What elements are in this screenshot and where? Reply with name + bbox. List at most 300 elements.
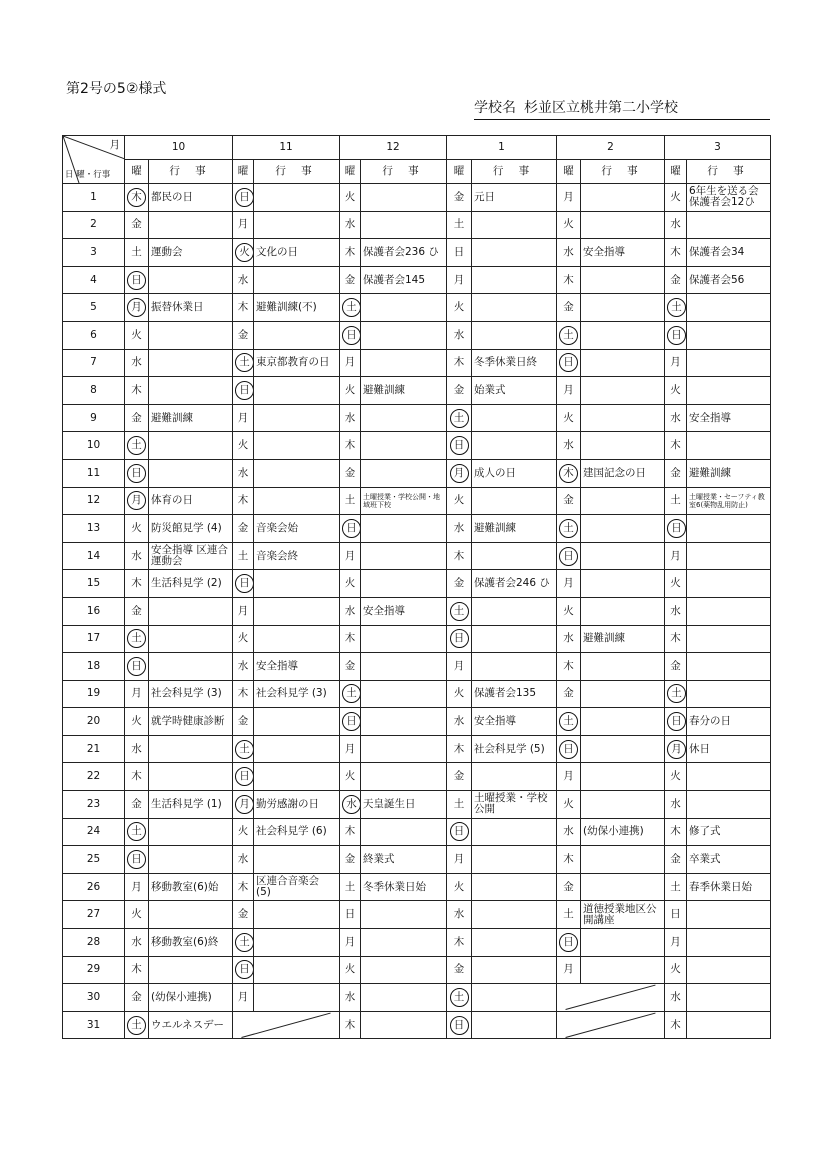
weekday-cell: 金 bbox=[233, 901, 254, 929]
holiday-circle-mark: 木 bbox=[127, 188, 146, 207]
day-number: 28 bbox=[63, 929, 125, 957]
weekday-cell: 火 bbox=[447, 680, 472, 708]
event-cell bbox=[581, 570, 665, 598]
event-cell bbox=[472, 597, 557, 625]
event-header: 行 事 bbox=[149, 160, 233, 184]
event-cell bbox=[254, 984, 340, 1012]
event-cell: 避難訓練 bbox=[149, 404, 233, 432]
day-number: 9 bbox=[63, 404, 125, 432]
event-cell: 休日 bbox=[687, 735, 771, 763]
weekday-cell bbox=[557, 459, 581, 487]
holiday-circle-mark: 日 bbox=[127, 271, 146, 290]
event-cell: 土曜授業・学校公開・地域班下校 bbox=[361, 487, 447, 515]
weekday-cell: 水 bbox=[340, 597, 361, 625]
weekday-cell bbox=[665, 735, 687, 763]
day-number: 26 bbox=[63, 873, 125, 901]
weekday-header: 曜 bbox=[233, 160, 254, 184]
weekday-cell: 水 bbox=[125, 929, 149, 957]
event-cell bbox=[581, 515, 665, 543]
table-row bbox=[63, 708, 771, 736]
event-cell: 移動教室(6)終 bbox=[149, 929, 233, 957]
holiday-circle-mark: 日 bbox=[450, 1016, 469, 1035]
weekday-cell bbox=[447, 432, 472, 460]
weekday-cell: 木 bbox=[340, 239, 361, 267]
weekday-cell: 金 bbox=[665, 266, 687, 294]
corner-day-label: 日 曜・行事 bbox=[65, 170, 111, 180]
weekday-cell: 日 bbox=[665, 901, 687, 929]
event-cell bbox=[687, 929, 771, 957]
event-cell bbox=[472, 294, 557, 322]
month-header-11: 11 bbox=[233, 136, 340, 160]
weekday-cell: 水 bbox=[340, 984, 361, 1012]
table-row bbox=[63, 735, 771, 763]
weekday-cell bbox=[557, 929, 581, 957]
event-cell bbox=[472, 763, 557, 791]
event-cell bbox=[361, 680, 447, 708]
weekday-cell: 火 bbox=[557, 211, 581, 239]
day-number: 8 bbox=[63, 377, 125, 405]
weekday-cell: 水 bbox=[557, 239, 581, 267]
table-row bbox=[63, 294, 771, 322]
event-cell bbox=[581, 846, 665, 874]
event-cell bbox=[687, 294, 771, 322]
table-row bbox=[63, 846, 771, 874]
event-cell: 避難訓練(不) bbox=[254, 294, 340, 322]
weekday-cell: 月 bbox=[665, 349, 687, 377]
event-cell bbox=[361, 625, 447, 653]
event-cell bbox=[687, 432, 771, 460]
weekday-cell bbox=[233, 239, 254, 267]
table-row bbox=[63, 791, 771, 819]
event-cell: 安全指導 bbox=[581, 239, 665, 267]
event-cell bbox=[361, 542, 447, 570]
event-cell: 体育の日 bbox=[149, 487, 233, 515]
day-number: 13 bbox=[63, 515, 125, 543]
weekday-cell: 金 bbox=[233, 321, 254, 349]
event-cell bbox=[149, 735, 233, 763]
table-row bbox=[63, 432, 771, 460]
corner-month-label: 月 bbox=[109, 139, 120, 151]
school-name: 杉並区立桃井第二小学校 bbox=[524, 100, 678, 116]
weekday-cell: 木 bbox=[233, 294, 254, 322]
weekday-header: 曜 bbox=[125, 160, 149, 184]
event-cell: 防災館見学 (4) bbox=[149, 515, 233, 543]
event-cell bbox=[581, 708, 665, 736]
event-cell bbox=[472, 266, 557, 294]
event-cell bbox=[361, 1011, 447, 1039]
event-cell bbox=[361, 929, 447, 957]
weekday-cell: 火 bbox=[447, 873, 472, 901]
event-cell bbox=[254, 956, 340, 984]
event-cell bbox=[581, 873, 665, 901]
holiday-circle-mark: 日 bbox=[559, 547, 578, 566]
holiday-circle-mark: 土 bbox=[342, 298, 361, 317]
event-calendar-table bbox=[62, 135, 771, 1039]
weekday-cell: 木 bbox=[340, 432, 361, 460]
event-cell bbox=[581, 266, 665, 294]
weekday-cell: 木 bbox=[665, 818, 687, 846]
event-cell bbox=[361, 763, 447, 791]
weekday-cell: 火 bbox=[340, 763, 361, 791]
event-cell bbox=[581, 653, 665, 681]
day-number: 29 bbox=[63, 956, 125, 984]
holiday-circle-mark: 日 bbox=[450, 629, 469, 648]
weekday-cell bbox=[125, 184, 149, 212]
weekday-cell bbox=[665, 680, 687, 708]
table-row bbox=[63, 901, 771, 929]
holiday-circle-mark: 日 bbox=[342, 712, 361, 731]
weekday-cell bbox=[340, 515, 361, 543]
event-cell: 安全指導 bbox=[687, 404, 771, 432]
weekday-cell: 火 bbox=[557, 597, 581, 625]
event-header: 行 事 bbox=[687, 160, 771, 184]
nonexistent-date-cell bbox=[233, 1011, 340, 1039]
weekday-cell bbox=[557, 321, 581, 349]
event-cell: 移動教室(6)始 bbox=[149, 873, 233, 901]
event-cell bbox=[472, 239, 557, 267]
event-cell bbox=[149, 625, 233, 653]
weekday-cell: 水 bbox=[125, 349, 149, 377]
holiday-circle-mark: 日 bbox=[559, 353, 578, 372]
weekday-cell: 月 bbox=[557, 184, 581, 212]
weekday-cell: 水 bbox=[557, 432, 581, 460]
event-cell: 安全指導 bbox=[254, 653, 340, 681]
weekday-cell: 木 bbox=[557, 653, 581, 681]
event-cell: 成人の日 bbox=[472, 459, 557, 487]
weekday-cell: 月 bbox=[447, 266, 472, 294]
weekday-cell: 火 bbox=[340, 377, 361, 405]
weekday-cell: 火 bbox=[665, 956, 687, 984]
weekday-cell: 水 bbox=[125, 735, 149, 763]
table-row bbox=[63, 680, 771, 708]
weekday-cell: 火 bbox=[557, 791, 581, 819]
day-number: 21 bbox=[63, 735, 125, 763]
event-cell bbox=[472, 1011, 557, 1039]
event-cell: 安全指導 区連合運動会 bbox=[149, 542, 233, 570]
event-cell bbox=[149, 763, 233, 791]
weekday-cell bbox=[233, 763, 254, 791]
event-cell bbox=[149, 846, 233, 874]
weekday-cell: 水 bbox=[557, 625, 581, 653]
weekday-cell: 金 bbox=[340, 846, 361, 874]
holiday-circle-mark: 日 bbox=[559, 740, 578, 759]
event-cell bbox=[361, 211, 447, 239]
holiday-circle-mark: 土 bbox=[559, 712, 578, 731]
weekday-cell bbox=[233, 570, 254, 598]
day-number: 1 bbox=[63, 184, 125, 212]
weekday-cell: 金 bbox=[233, 708, 254, 736]
weekday-cell: 火 bbox=[233, 432, 254, 460]
weekday-cell: 金 bbox=[447, 570, 472, 598]
table-row bbox=[63, 487, 771, 515]
weekday-cell: 水 bbox=[447, 901, 472, 929]
event-cell: 修了式 bbox=[687, 818, 771, 846]
event-cell bbox=[472, 404, 557, 432]
weekday-header: 曜 bbox=[557, 160, 581, 184]
weekday-cell: 金 bbox=[447, 377, 472, 405]
weekday-cell bbox=[233, 956, 254, 984]
event-cell bbox=[687, 1011, 771, 1039]
weekday-cell: 金 bbox=[125, 211, 149, 239]
event-cell bbox=[149, 321, 233, 349]
event-cell bbox=[581, 735, 665, 763]
event-cell bbox=[361, 818, 447, 846]
weekday-cell bbox=[665, 515, 687, 543]
event-cell bbox=[687, 653, 771, 681]
weekday-cell: 木 bbox=[233, 487, 254, 515]
day-number: 4 bbox=[63, 266, 125, 294]
event-cell bbox=[472, 901, 557, 929]
weekday-cell: 火 bbox=[340, 956, 361, 984]
table-row bbox=[63, 515, 771, 543]
event-cell: 生活科見学 (1) bbox=[149, 791, 233, 819]
event-cell bbox=[472, 818, 557, 846]
weekday-cell bbox=[665, 321, 687, 349]
event-cell bbox=[361, 901, 447, 929]
holiday-circle-mark: 土 bbox=[127, 436, 146, 455]
month-header-3: 3 bbox=[665, 136, 771, 160]
event-cell: 土曜授業・セーフティ教室6(薬物乱用防止) bbox=[687, 487, 771, 515]
event-cell bbox=[149, 266, 233, 294]
holiday-circle-mark: 月 bbox=[235, 795, 254, 814]
weekday-cell: 火 bbox=[125, 708, 149, 736]
weekday-cell: 水 bbox=[447, 515, 472, 543]
event-cell bbox=[254, 459, 340, 487]
weekday-cell bbox=[233, 735, 254, 763]
weekday-cell: 火 bbox=[665, 184, 687, 212]
weekday-cell bbox=[557, 735, 581, 763]
holiday-circle-mark: 日 bbox=[127, 657, 146, 676]
table-row bbox=[63, 459, 771, 487]
weekday-cell bbox=[125, 432, 149, 460]
weekday-cell: 月 bbox=[233, 984, 254, 1012]
event-cell bbox=[254, 487, 340, 515]
weekday-cell: 月 bbox=[340, 929, 361, 957]
weekday-cell: 金 bbox=[665, 846, 687, 874]
weekday-cell: 木 bbox=[340, 818, 361, 846]
event-cell: 音楽会始 bbox=[254, 515, 340, 543]
event-cell bbox=[687, 377, 771, 405]
event-header: 行 事 bbox=[581, 160, 665, 184]
weekday-cell: 月 bbox=[557, 570, 581, 598]
weekday-cell: 木 bbox=[665, 239, 687, 267]
table-row bbox=[63, 321, 771, 349]
event-cell bbox=[361, 459, 447, 487]
weekday-cell: 水 bbox=[447, 708, 472, 736]
holiday-circle-mark: 火 bbox=[235, 243, 254, 262]
event-cell bbox=[361, 956, 447, 984]
event-cell: 避難訓練 bbox=[472, 515, 557, 543]
event-cell: 社会科見学 (3) bbox=[149, 680, 233, 708]
event-cell bbox=[149, 459, 233, 487]
holiday-circle-mark: 月 bbox=[667, 740, 686, 759]
table-row bbox=[63, 239, 771, 267]
day-number: 30 bbox=[63, 984, 125, 1012]
weekday-cell: 土 bbox=[447, 791, 472, 819]
event-cell bbox=[149, 818, 233, 846]
weekday-cell: 月 bbox=[557, 956, 581, 984]
weekday-cell: 日 bbox=[340, 901, 361, 929]
event-cell bbox=[149, 432, 233, 460]
weekday-cell bbox=[340, 708, 361, 736]
event-cell: 保護者会34 bbox=[687, 239, 771, 267]
month-header-12: 12 bbox=[340, 136, 447, 160]
weekday-cell bbox=[557, 542, 581, 570]
weekday-cell: 火 bbox=[665, 570, 687, 598]
weekday-cell: 月 bbox=[340, 542, 361, 570]
holiday-circle-mark: 日 bbox=[235, 960, 254, 979]
day-number: 3 bbox=[63, 239, 125, 267]
weekday-cell: 火 bbox=[447, 294, 472, 322]
holiday-circle-mark: 日 bbox=[127, 464, 146, 483]
table-row bbox=[63, 570, 771, 598]
subheader-row bbox=[63, 160, 771, 184]
event-cell bbox=[254, 735, 340, 763]
weekday-cell: 火 bbox=[125, 321, 149, 349]
weekday-cell bbox=[233, 377, 254, 405]
weekday-cell: 土 bbox=[557, 901, 581, 929]
weekday-cell: 月 bbox=[447, 846, 472, 874]
weekday-cell: 水 bbox=[665, 404, 687, 432]
table-row bbox=[63, 404, 771, 432]
holiday-circle-mark: 日 bbox=[342, 519, 361, 538]
event-cell: 保護者会145 bbox=[361, 266, 447, 294]
event-cell: 保護者会135 bbox=[472, 680, 557, 708]
event-cell bbox=[581, 404, 665, 432]
event-cell bbox=[361, 653, 447, 681]
event-cell: 社会科見学 (5) bbox=[472, 735, 557, 763]
event-cell bbox=[687, 349, 771, 377]
event-cell bbox=[687, 515, 771, 543]
weekday-cell bbox=[340, 321, 361, 349]
event-cell bbox=[687, 956, 771, 984]
weekday-cell bbox=[125, 487, 149, 515]
holiday-circle-mark: 土 bbox=[559, 519, 578, 538]
holiday-circle-mark: 月 bbox=[127, 298, 146, 317]
weekday-cell: 月 bbox=[233, 211, 254, 239]
day-number: 17 bbox=[63, 625, 125, 653]
month-header-10: 10 bbox=[125, 136, 233, 160]
event-header: 行 事 bbox=[472, 160, 557, 184]
table-row bbox=[63, 266, 771, 294]
event-cell bbox=[472, 487, 557, 515]
event-cell bbox=[149, 377, 233, 405]
event-cell bbox=[581, 321, 665, 349]
weekday-cell: 火 bbox=[665, 763, 687, 791]
weekday-cell: 月 bbox=[233, 597, 254, 625]
event-cell: 勤労感謝の日 bbox=[254, 791, 340, 819]
event-cell: 終業式 bbox=[361, 846, 447, 874]
event-cell bbox=[687, 680, 771, 708]
weekday-cell: 金 bbox=[125, 404, 149, 432]
event-cell: 冬季休業日始 bbox=[361, 873, 447, 901]
day-number: 25 bbox=[63, 846, 125, 874]
event-cell: 社会科見学 (6) bbox=[254, 818, 340, 846]
event-cell bbox=[361, 294, 447, 322]
weekday-cell bbox=[125, 653, 149, 681]
weekday-cell bbox=[125, 1011, 149, 1039]
school-name-line bbox=[474, 97, 770, 120]
event-header: 行 事 bbox=[254, 160, 340, 184]
event-cell bbox=[254, 321, 340, 349]
weekday-cell: 土 bbox=[340, 873, 361, 901]
weekday-cell: 月 bbox=[340, 735, 361, 763]
weekday-cell: 木 bbox=[557, 846, 581, 874]
event-cell bbox=[581, 597, 665, 625]
weekday-cell: 火 bbox=[233, 818, 254, 846]
weekday-cell: 金 bbox=[447, 763, 472, 791]
weekday-cell bbox=[665, 708, 687, 736]
event-cell bbox=[687, 763, 771, 791]
table-row bbox=[63, 984, 771, 1012]
weekday-cell bbox=[665, 294, 687, 322]
event-cell bbox=[254, 432, 340, 460]
event-cell bbox=[687, 625, 771, 653]
event-cell bbox=[581, 184, 665, 212]
weekday-cell: 金 bbox=[665, 653, 687, 681]
weekday-cell bbox=[233, 184, 254, 212]
event-cell bbox=[254, 625, 340, 653]
event-cell bbox=[472, 625, 557, 653]
nonexistent-date-cell bbox=[557, 1011, 665, 1039]
event-cell: 就学時健康診断 bbox=[149, 708, 233, 736]
weekday-cell bbox=[340, 680, 361, 708]
event-cell bbox=[254, 266, 340, 294]
weekday-cell bbox=[125, 846, 149, 874]
table-row bbox=[63, 873, 771, 901]
event-cell bbox=[254, 404, 340, 432]
event-cell: 安全指導 bbox=[361, 597, 447, 625]
event-cell: 社会科見学 (3) bbox=[254, 680, 340, 708]
event-cell bbox=[472, 984, 557, 1012]
weekday-cell: 木 bbox=[125, 377, 149, 405]
event-cell bbox=[472, 929, 557, 957]
corner-header bbox=[63, 136, 125, 184]
month-header-2: 2 bbox=[557, 136, 665, 160]
weekday-cell: 水 bbox=[665, 791, 687, 819]
weekday-header: 曜 bbox=[447, 160, 472, 184]
weekday-cell: 木 bbox=[125, 956, 149, 984]
event-cell bbox=[472, 432, 557, 460]
weekday-cell: 月 bbox=[557, 763, 581, 791]
event-cell bbox=[149, 901, 233, 929]
event-cell: 避難訓練 bbox=[361, 377, 447, 405]
holiday-circle-mark: 日 bbox=[559, 933, 578, 952]
event-cell bbox=[361, 404, 447, 432]
weekday-cell: 火 bbox=[557, 404, 581, 432]
table-row bbox=[63, 597, 771, 625]
table-row bbox=[63, 349, 771, 377]
holiday-circle-mark: 日 bbox=[235, 574, 254, 593]
weekday-cell bbox=[125, 459, 149, 487]
table-row bbox=[63, 763, 771, 791]
weekday-cell bbox=[447, 404, 472, 432]
weekday-cell bbox=[340, 791, 361, 819]
day-number: 16 bbox=[63, 597, 125, 625]
weekday-cell bbox=[233, 929, 254, 957]
event-cell bbox=[149, 349, 233, 377]
event-cell bbox=[687, 321, 771, 349]
event-cell bbox=[149, 211, 233, 239]
event-cell bbox=[149, 597, 233, 625]
weekday-cell: 木 bbox=[665, 625, 687, 653]
holiday-circle-mark: 土 bbox=[450, 602, 469, 621]
weekday-cell: 木 bbox=[665, 432, 687, 460]
weekday-cell: 水 bbox=[665, 211, 687, 239]
day-number: 19 bbox=[63, 680, 125, 708]
holiday-circle-mark: 土 bbox=[235, 740, 254, 759]
weekday-cell: 月 bbox=[125, 873, 149, 901]
